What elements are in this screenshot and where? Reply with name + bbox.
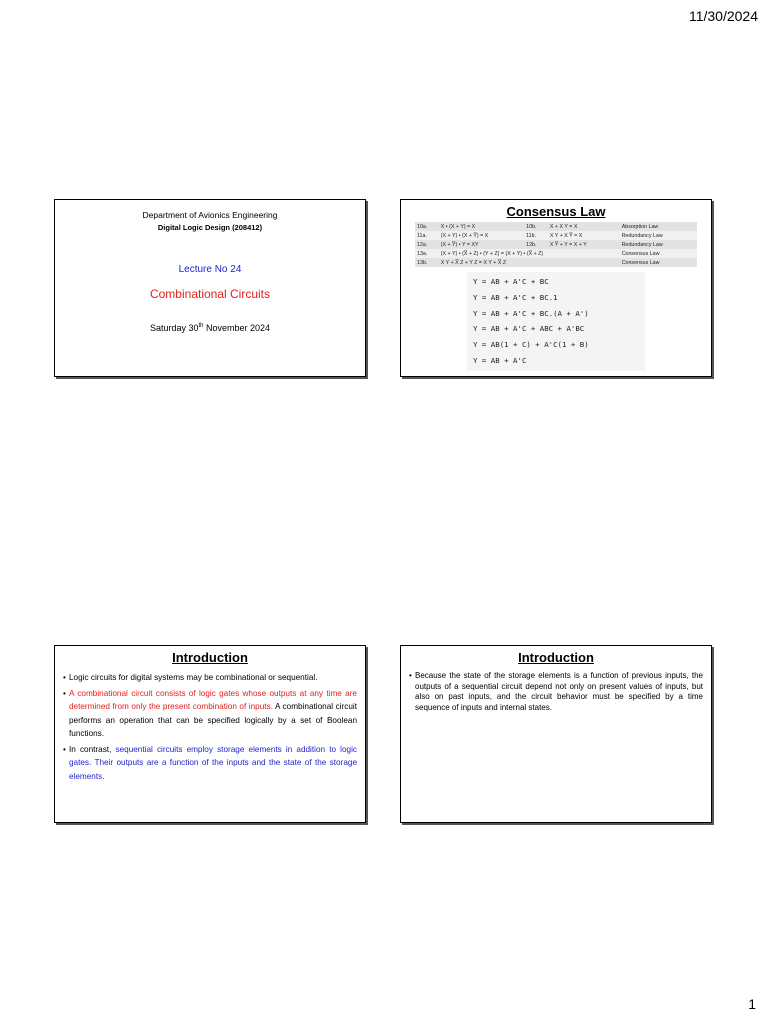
slide-introduction-1 (54, 645, 366, 823)
page-number: 1 (748, 996, 756, 1012)
derivation-line: Y = AB + A'C + BC.(A + A') (473, 308, 589, 318)
lecture-date (55, 323, 365, 333)
table-row (415, 222, 697, 231)
page-date: 11/30/2024 (688, 8, 758, 24)
law-id: 10b. (526, 223, 537, 230)
law-equation: (X + Y) • (X̅ + Z) • (Y + Z) = (X + Y) • (X̅ + Z) (440, 250, 544, 257)
bullet-text-blue: sequential circuits employ storage elements in addition to logic gates. Their outputs are a function of the inputs and the state of the storage elements. (69, 744, 357, 781)
bullet-text: A combinational circuit performs an operation that can be specified logically by a set of Boolean functions. (69, 702, 357, 738)
law-id: 11b. (526, 232, 537, 239)
list-item (63, 687, 357, 741)
law-id: 13a. (417, 250, 428, 257)
derivation-line: Y = AB + A'C + ABC + A'BC (473, 324, 585, 334)
law-name: Absorption Law (621, 223, 659, 230)
bullet-list (401, 671, 711, 713)
table-row (415, 240, 697, 249)
slide-heading: Introduction (518, 650, 594, 665)
law-id: 12b. (526, 241, 537, 248)
slide-consensus-law (400, 199, 712, 377)
derivation-line: Y = AB + A'C + BC.1 (473, 292, 558, 302)
derivation-line: Y = AB + A'C (473, 355, 527, 365)
bullet-text: Logic circuits for digital systems may be combinational or sequential. (69, 673, 318, 682)
course-name: Digital Logic Design (208412) (157, 223, 263, 232)
bullet-text: In contrast, (69, 744, 116, 754)
law-equation: X Y + X̅ Z + Y Z = X Y + X̅ Z (440, 259, 507, 266)
lecture-number: Lecture No 24 (178, 264, 242, 275)
department-name: Department of Avionics Engineering (142, 210, 278, 220)
law-equation: X • (X + Y) = X (440, 223, 476, 230)
boolean-laws-table (415, 222, 697, 267)
slide-title (54, 199, 366, 377)
table-row (415, 258, 697, 267)
bullet-text: Because the state of the storage elements is a function of previous inputs, the outputs of a sequential circuit depend not only on present values of inputs, but also on past inputs, and the circuit behavior must be specified by a time sequence of inputs and internal states. (415, 671, 703, 712)
lecture-date-prefix: Saturday 30 (149, 323, 199, 333)
law-name: Redundancy Law (621, 241, 663, 248)
slide-introduction-2 (400, 645, 712, 823)
law-id: 10a. (417, 223, 428, 230)
law-name: Consensus Law (621, 259, 660, 266)
law-id: 12a. (417, 241, 428, 248)
law-name: Consensus Law (621, 250, 660, 257)
law-id: 11a. (417, 232, 427, 239)
law-id: 13b. (417, 259, 428, 266)
bullet-text-red: A combinational circuit consists of logic gates whose outputs at any time are determined from only the present combination of inputs. (69, 688, 357, 711)
derivation-line: Y = AB + A'C + BC (473, 277, 549, 286)
law-equation: X Y + X Y̅ = X (549, 232, 583, 239)
slide-heading: Introduction (172, 650, 248, 665)
law-equation: X Y̅ + Y = X + Y (549, 241, 587, 248)
consensus-derivation (467, 272, 645, 371)
bullet-list (55, 671, 365, 783)
list-item (63, 671, 357, 685)
list-item (63, 743, 357, 784)
lecture-date-sup: th (198, 323, 204, 329)
slide-heading: Consensus Law (506, 204, 606, 219)
table-row (415, 249, 697, 258)
law-name: Redundancy Law (621, 232, 663, 239)
lecture-topic: Combinational Circuits (149, 287, 271, 301)
law-equation: (X + Y̅) • Y = XY (440, 241, 479, 248)
derivation-line: Y = AB(1 + C) + A'C(1 + B) (473, 340, 589, 350)
table-row (415, 231, 697, 240)
law-equation: X + X Y = X (549, 223, 578, 230)
lecture-date-suffix: November 2024 (203, 323, 271, 333)
law-equation: (X + Y) • (X + Y̅) = X (440, 232, 489, 239)
list-item (409, 671, 703, 713)
